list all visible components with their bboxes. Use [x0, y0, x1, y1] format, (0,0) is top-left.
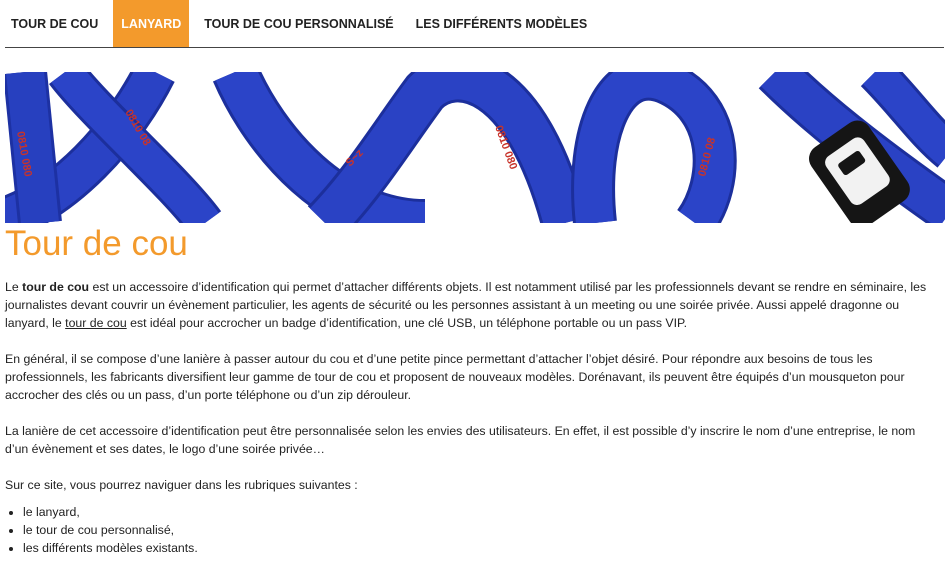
main-content — [5, 224, 935, 557]
svg-text:0810 08: 0810 08 — [122, 107, 153, 148]
tour-de-cou-link[interactable]: tour de cou — [65, 316, 127, 330]
paragraph-navigation: Sur ce site, vous pourrez naviguer dans les rubriques suivantes : — [5, 478, 358, 492]
paragraph-personnalisation: La lanière de cet accessoire d’identification peut être personnalisée selon les envies des utilisateurs. En effet, il est possible d’y inscrire le nom d’une entreprise, le nom d’un évènement et ses dates, le logo d’une soirée privée… — [5, 424, 916, 456]
list-item: • les différents modèles existants. — [23, 539, 935, 557]
rubriques-list — [5, 503, 935, 557]
svg-text:S~z: S~z — [343, 147, 366, 170]
bold-term: tour de cou — [22, 280, 90, 294]
page-title: Tour de cou — [5, 224, 188, 263]
nav-tour-de-cou[interactable]: TOUR DE COU — [11, 16, 99, 31]
nav-tour-de-cou-personnalise[interactable]: TOUR DE COU PERSONNALISÉ — [204, 16, 394, 31]
main-nav — [5, 0, 944, 48]
list-item: • le lanyard, — [23, 503, 935, 521]
intro-paragraph: Le tour de cou est un accessoire d’identification qui permet d’attacher différents objets. Il est notamment utilisé par les professionnels devant se rendre en séminaire, les journalistes devant couvrir un évènement particulier, les agents de sécurité ou les personnes assistant à un meeting ou une soirée privée. Aussi appelé dragonne ou lanyard, le tour de cou est idéal pour accrocher un badge d’identification, une clé USB, un téléphone portable ou un pass VIP. — [5, 280, 927, 330]
svg-text:0810 080: 0810 080 — [492, 123, 520, 172]
svg-text:0810 080: 0810 080 — [14, 130, 34, 178]
nav-lanyard[interactable]: LANYARD — [113, 0, 189, 47]
paragraph-composition: En général, il se compose d’une lanière à passer autour du cou et d’une petite pince permettant d’attacher l’objet désiré. Pour répondre aux besoins de tous les professionnels, les fabricants diversifient leur gamme de tour de cou et proposent de nouveaux modèles. Dorénavant, ils peuvent être équipés d’un mousqueton pour accrocher des clés ou un pass, d’un porte téléphone ou d’un zip dérouleur. — [5, 352, 905, 402]
list-item: • le tour de cou personnalisé, — [23, 521, 935, 539]
svg-text:0810 08: 0810 08 — [696, 136, 719, 178]
lanyard-photo — [5, 72, 945, 223]
nav-differents-modeles[interactable]: LES DIFFÉRENTS MODÈLES — [415, 16, 588, 31]
banner-image — [5, 72, 945, 223]
